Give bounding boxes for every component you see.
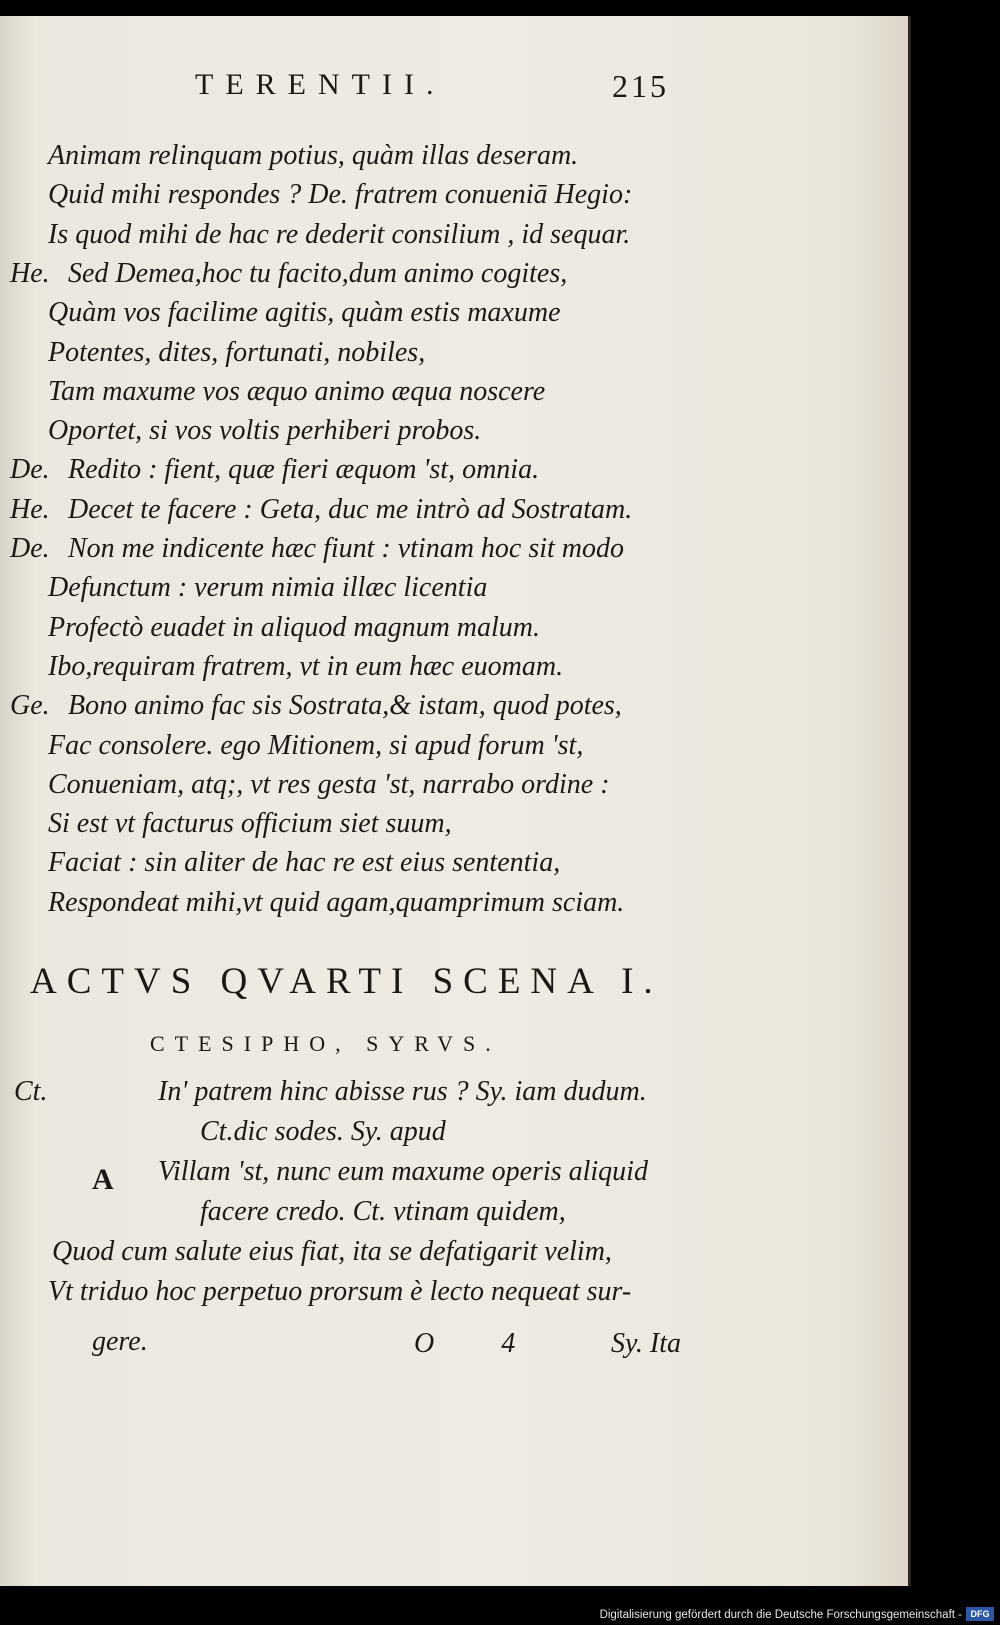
- verse-line: In' patrem hinc abisse rus ? Sy. iam dudum.: [158, 1076, 647, 1107]
- signature-mark: O 4: [414, 1328, 546, 1359]
- running-head: TERENTII.: [195, 68, 446, 101]
- verse-line: Profectò euadet in aliquod magnum malum.: [48, 612, 541, 643]
- act-heading: ACTVS QVARTI SCENA I.: [30, 961, 663, 1002]
- verse-line: Conueniam, atq;, vt res gesta 'st, narrabo ordine :: [48, 769, 610, 800]
- verse-line: Ct.dic sodes. Sy. apud: [200, 1116, 446, 1147]
- verse-line: Quàm vos facilime agitis, quàm estis maxume: [48, 297, 561, 328]
- verse-line: Bono animo fac sis Sostrata,& istam, quod potes,: [68, 690, 622, 721]
- verse-line: Non me indicente hæc fiunt : vtinam hoc sit modo: [68, 533, 625, 564]
- page-number: 215: [612, 68, 669, 104]
- verse-line: Si est vt facturus officium siet suum,: [48, 808, 452, 839]
- verse-line: Villam 'st, nunc eum maxume operis aliquid: [158, 1156, 648, 1187]
- verse-line: Decet te facere : Geta, duc me intrò ad Sostratam.: [68, 494, 633, 525]
- verse-line: Tam maxume vos æquo animo æqua noscere: [48, 376, 546, 407]
- verse-line: Defunctum : verum nimia illæc licentia: [48, 572, 488, 603]
- margin-letter: A: [92, 1163, 114, 1196]
- verse-line: Ibo,requiram fratrem, vt in eum hæc euomam.: [48, 651, 564, 682]
- verse-line: Redito : fient, quæ fieri æquom 'st, omnia.: [68, 454, 540, 485]
- verse-line: Sed Demea,hoc tu facito,dum animo cogites,: [68, 258, 568, 289]
- speaker-label: Ge.: [10, 690, 50, 721]
- verse-line: gere.: [92, 1326, 148, 1357]
- dfg-logo-icon: DFG: [966, 1607, 994, 1621]
- verse-line: Animam relinquam potius, quàm illas deseram.: [48, 140, 579, 171]
- scene-speaker: Ct.: [14, 1076, 48, 1107]
- verse-line: Faciat : sin aliter de hac re est eius sententia,: [48, 847, 561, 878]
- footer-credit: Digitalisierung gefördert durch die Deutsche Forschungsgemeinschaft -: [599, 1609, 962, 1621]
- verse-line: Is quod mihi de hac re dederit consilium , id sequar.: [48, 219, 631, 250]
- speaker-label: De.: [10, 454, 50, 485]
- speaker-label: He.: [10, 258, 50, 289]
- speaker-label: He.: [10, 494, 50, 525]
- cast-line: CTESIPHO, SYRVS.: [150, 1031, 501, 1056]
- verse-line: Oportet, si vos voltis perhiberi probos.: [48, 415, 482, 446]
- verse-line: Potentes, dites, fortunati, nobiles,: [48, 337, 426, 368]
- verse-line: Quid mihi respondes ? De. fratrem conueniā Hegio:: [48, 179, 633, 210]
- book-page: [0, 16, 911, 1586]
- verse-line: Respondeat mihi,vt quid agam,quamprimum sciam.: [48, 887, 625, 918]
- verse-line: facere credo. Ct. vtinam quidem,: [200, 1196, 566, 1227]
- verse-line: Fac consolere. ego Mitionem, si apud forum 'st,: [48, 730, 584, 761]
- verse-line: Vt triduo hoc perpetuo prorsum è lecto nequeat sur-: [48, 1276, 632, 1307]
- speaker-label: De.: [10, 533, 50, 564]
- verse-line: Quod cum salute eius fiat, ita se defatigarit velim,: [52, 1236, 612, 1267]
- catchword: Sy. Ita: [611, 1328, 681, 1359]
